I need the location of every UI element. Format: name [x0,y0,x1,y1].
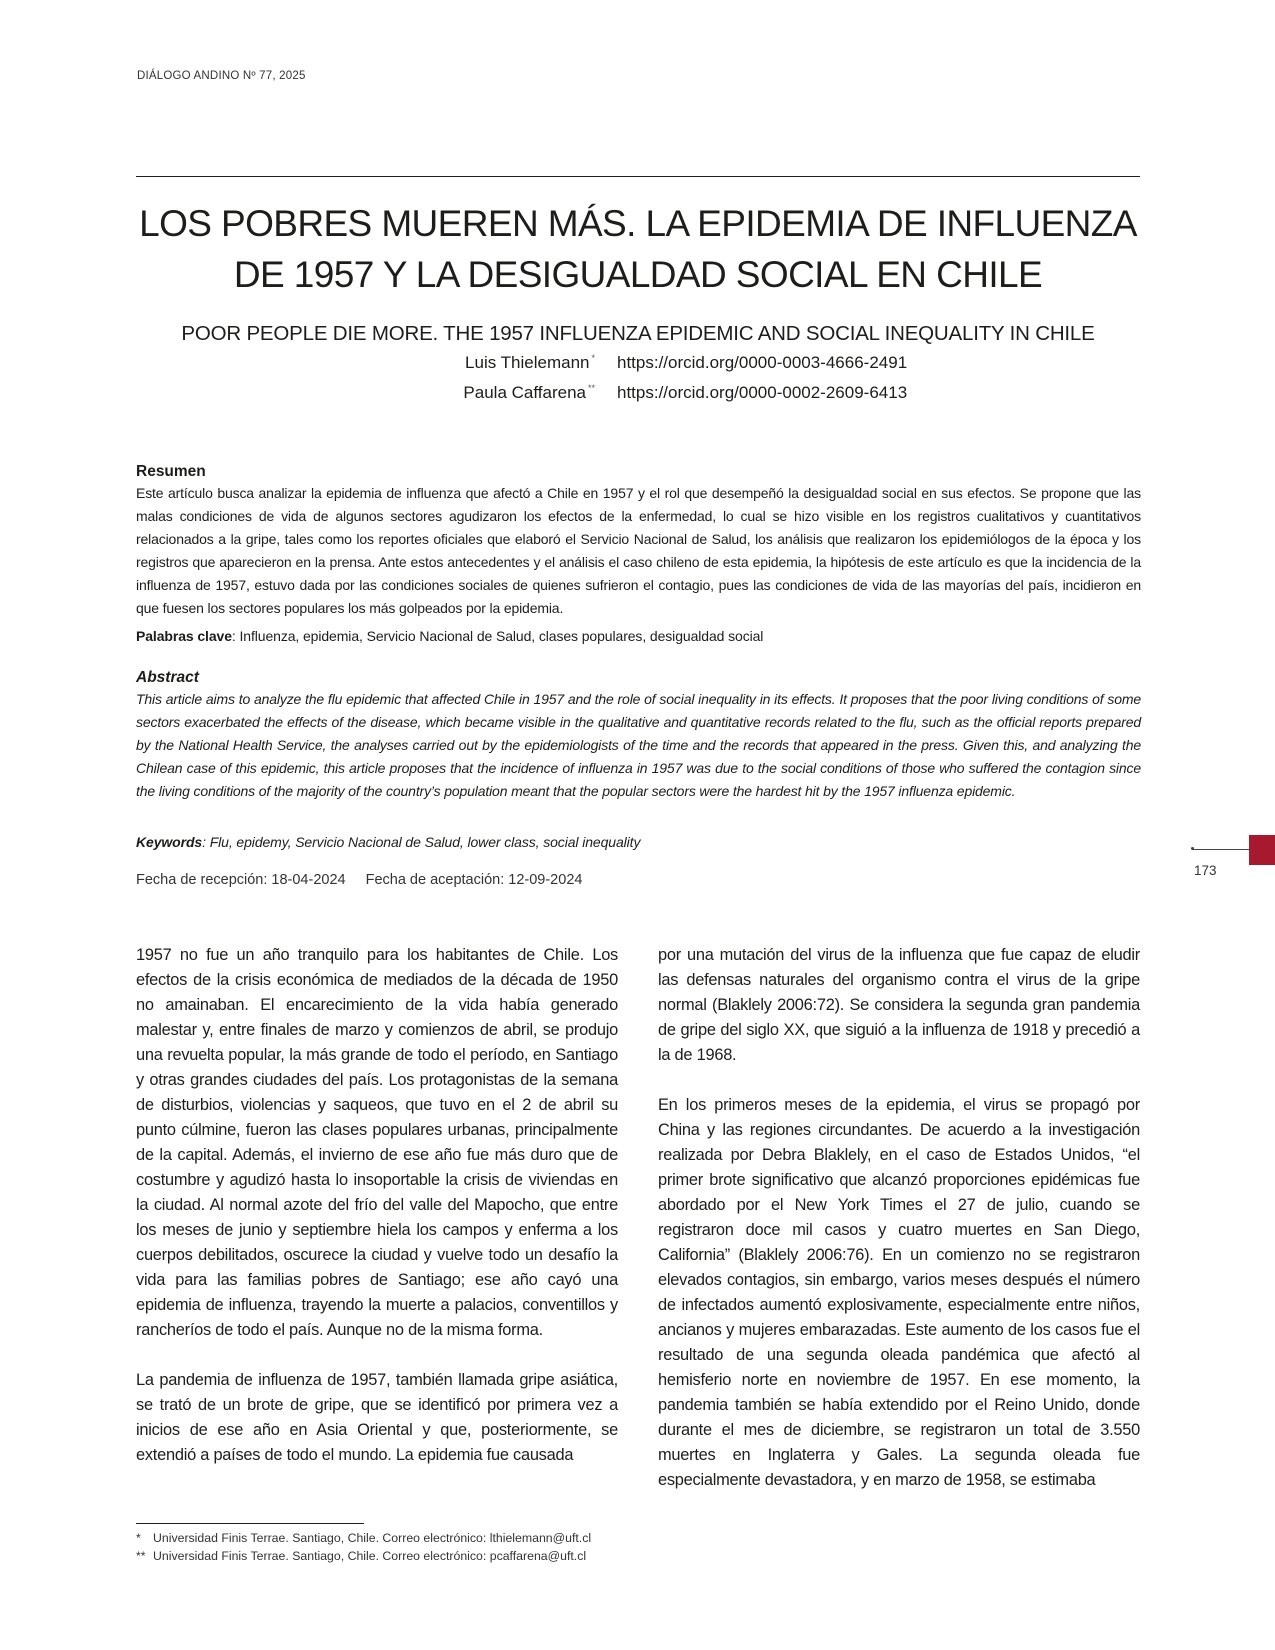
article-subtitle: POOR PEOPLE DIE MORE. THE 1957 INFLUENZA EPIDEMIC AND SOCIAL INEQUALITY IN CHILE [181,322,1095,345]
page-number: 173 [1194,863,1217,878]
footnote-text: Universidad Finis Terrae. Santiago, Chile. Correo electrónico: lthielemann@uft.cl [153,1531,592,1545]
footnotes [136,1529,591,1565]
body-paragraph: La pandemia de influenza de 1957, también llamada gripe asiática, se trató de un brote de gripe, que se identificó por primera vez a inicios de ese año en Asia Oriental y que, posteriormente, se extendió a países de todo el mundo. La epidemia fue causada [136,1371,618,1464]
keywords-label: Keywords [136,834,203,850]
palabras-clave-label: Palabras clave [136,628,232,644]
footnote [136,1547,591,1565]
author-orcid-link[interactable]: https://orcid.org/0000-0002-2609-6413 [617,383,908,402]
resumen-heading: Resumen [136,463,206,480]
abstract-heading: Abstract [136,669,199,686]
footnote-mark: ** [136,1549,146,1563]
body-paragraph: por una mutación del virus de la influenza que fue capaz de eludir las defensas naturales del organismo contra el virus de la gripe normal (Blaklely 2006:72). Se considera la segunda gran pandemia de gripe del siglo XX, que siguió a la influenza de 1918 y precedió a la de 1968. [658,946,1140,1064]
body-column-right [658,943,1140,1518]
palabras-clave [136,628,763,644]
author-footnote-mark: * [591,353,595,364]
article-dates [136,872,582,888]
body-paragraph: En los primeros meses de la epidemia, el virus se propagó por China y las regiones circundantes. De acuerdo a la investigación realizada por Debra Blaklely, en el caso de Estados Unidos, “el primer brote significativo que alcanzó proporciones epidémicas fue abordado por el New York Times el 27 de julio, cuando se registraron doce mil casos y cuatro muertes en San Diego, California” (Blaklely 2006:76). En un comienzo no se registraron elevados contagios, sin embargo, varios meses después el número de infectados aumentó explosivamente, especialmente entre niños, ancianos y mujeres embarazadas. Este aumento de los casos fue el resultado de una segunda oleada pandémica que afectó al hemisferio norte en noviembre de 1957. En ese momento, la pandemia también se había extendido por el Reino Unido, donde durante el mes de diciembre, se registraron un total de 3.550 muertes en Inglaterra y Gales. La segunda oleada fue especialmente devastadora, y en marzo de 1958, se estimaba [658,1096,1140,1489]
journal-header: DIÁLOGO ANDINO Nº 77, 2025 [137,70,306,82]
keywords-values: : Flu, epidemy, Servicio Nacional de Salud, lower class, social inequality [202,834,641,850]
page-tab-line [1192,849,1249,850]
author-orcid-link[interactable]: https://orcid.org/0000-0003-4666-2491 [617,353,908,372]
body-column-left [136,943,618,1493]
author-name: Paula Caffarena ** [463,383,595,402]
resumen-text: Este artículo busca analizar la epidemia de influenza que afectó a Chile en 1957 y el rol que desempeñó la desigualdad social en sus efectos. Se propone que las malas condiciones de vida de algunos sectores agudizaron los efectos de la enfermedad, lo cual se hizo visible en los registros cualitativos y cuantitativos relacionados a la gripe, tales como los reportes oficiales que elaboró el Servicio Nacional de Salud, los análisis que realizaron los epidemiólogos de la época y los registros que aparecieron en la prensa. Ante estos antecedentes y el análisis el caso chileno de esta epidemia, la hipótesis de este artículo es que la incidencia de la influenza de 1957, estuvo dada por las condiciones sociales de quienes sufrieron el contagio, pues las condiciones de vida de las mayorías del país, incidieron en que fuesen los sectores populares los más golpeados por la epidemia. [136,485,1141,616]
abstract-text: This article aims to analyze the flu epidemic that affected Chile in 1957 and the role of social inequality in its effects. It proposes that the poor living conditions of some sectors exacerbated the effects of the disease, which became visible in the qualitative and quantitative records related to the flu, such as the official reports prepared by the National Health Service, the analyses carried out by the epidemiologists of the time and the records that appeared in the press. Given this, and analyzing the Chilean case of this epidemic, this article proposes that the incidence of influenza in 1957 was due to the social conditions of those who suffered the contagion since the living conditions of the majority of the country’s population meant that the popular sectors were the hardest hit by the 1957 influenza epidemic. [136,691,1141,799]
header-rule [136,176,1140,177]
author-name: Luis Thielemann * [465,353,595,372]
page-tab [1249,835,1275,865]
footnote-text: Universidad Finis Terrae. Santiago, Chile. Correo electrónico: pcaffarena@uft.cl [153,1549,587,1563]
article-title-line-2: DE 1957 Y LA DESIGUALDAD SOCIAL EN CHILE [233,254,1043,295]
palabras-clave-values: : Influenza, epidemia, Servicio Nacional de Salud, clases populares, desigualdad social [231,628,764,644]
footnote-rule [136,1523,364,1524]
article-title-line-1: LOS POBRES MUEREN MÁS. LA EPIDEMIA DE INFLUENZA [139,203,1137,244]
footnote [136,1529,591,1547]
accepted-date: Fecha de aceptación: 12-09-2024 [365,872,583,888]
footnote-mark: * [136,1531,141,1545]
author-footnote-mark: ** [587,383,595,394]
keywords [136,834,640,850]
article-title [136,198,1140,300]
received-date: Fecha de recepción: 18-04-2024 [136,872,346,888]
body-paragraph: 1957 no fue un año tranquilo para los habitantes de Chile. Los efectos de la crisis económica de mediados de la década de 1950 no amainaban. El encarecimiento de la vida había generado malestar y, entre finales de marzo y comienzos de abril, se produjo una revuelta popular, la más grande de todo el período, en Santiago y otras grandes ciudades del país. Los protagonistas de la semana de disturbios, violencias y saqueos, que tuvo en el 2 de abril su punto cúlmine, fueron las clases populares urbanas, principalmente de la capital. Además, el invierno de ese año fue más duro que de costumbre y agudizó hasta lo insoportable la crisis de viviendas en la ciudad. Al normal azote del frío del valle del Mapocho, que entre los meses de junio y septiembre hiela los campos y enferma a los cuerpos debilitados, oscurece la ciudad y vuelve todo un desafío la vida para las familias pobres de Santiago; ese año cayó una epidemia de influenza, trayendo la muerte a palacios, conventillos y rancheríos de todo el país. Aunque no de la misma forma. [136,946,618,1339]
